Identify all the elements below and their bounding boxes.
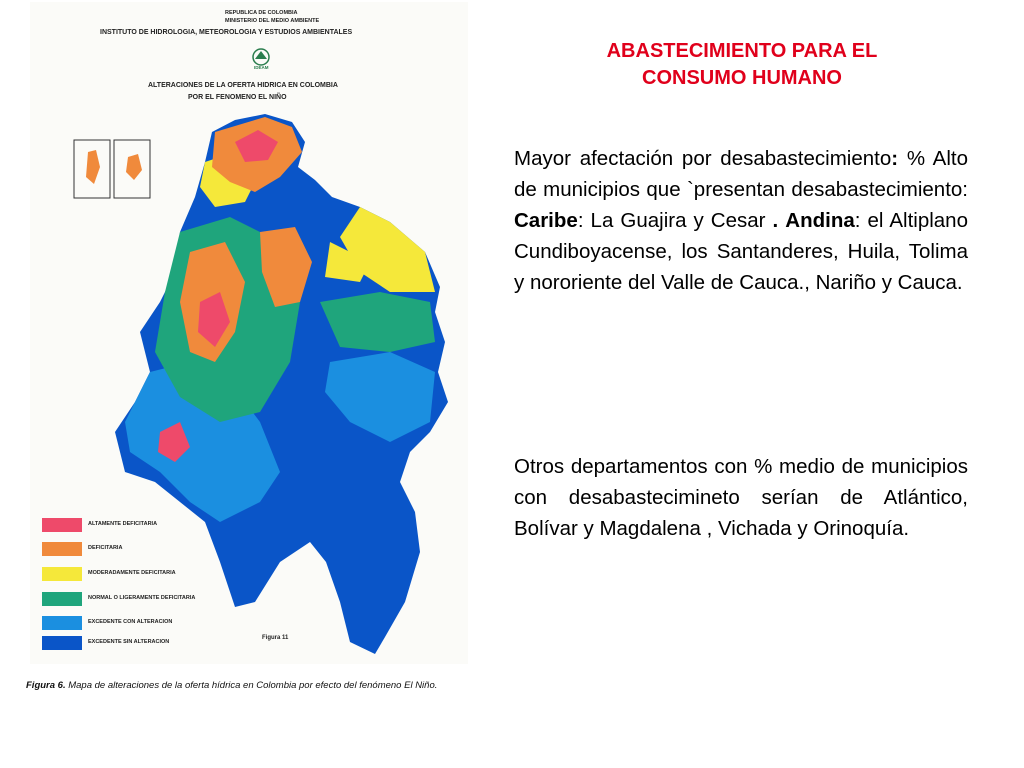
legend-label: EXCEDENTE CON ALTERACION [88,619,173,625]
paragraph-2: Otros departamentos con % medio de municipios con desabastecimineto serían de Atlántico, Bolívar y Magdalena , Vichada y Orinoquía. [514,455,968,540]
legend-item [42,636,252,652]
map-header-line3: INSTITUTO DE HIDROLOGIA, METEOROLOGIA Y ESTUDIOS AMBIENTALES [100,29,353,36]
legend-label: EXCEDENTE SIN ALTERACION [88,639,170,645]
p1-text-e: : La Guajira y Cesar [577,209,773,232]
slide-title-line1: ABASTECIMIENTO PARA EL [606,40,878,62]
map-title-line2: POR EL FENOMENO EL NIÑO [188,94,287,101]
legend-item [42,518,252,534]
inset-island-2 [126,154,142,180]
legend-swatch [42,518,82,532]
legend-label: DEFICITARIA [88,545,123,551]
legend-label: MODERADAMENTE DEFICITARIA [88,570,176,576]
legend-swatch [42,567,82,581]
logo-text: IDEAM [254,65,269,70]
legend-item [42,616,252,632]
legend-swatch [42,616,82,630]
slide-title [540,38,944,92]
p1-text-i: : el Altiplano Cundiboyacense, los Santanderes, Huila, Tolima y nororiente del Valle de Cauca., Nariño y Cauca. [514,209,968,294]
legend-item [42,542,252,558]
caption-prefix: Figura 6. [26,680,66,691]
ideam-logo-mark [255,51,267,59]
p1-caribe: Caribe [514,209,578,232]
figure-caption [26,680,437,691]
slide-title-line2: CONSUMO HUMANO [642,67,842,89]
caption-text: Mapa de alteraciones de la oferta hídrica en Colombia por efecto del fenómeno El Niño. [68,680,438,691]
legend-swatch [42,636,82,650]
legend-swatch [42,542,82,556]
inset-island-1 [86,150,100,184]
map-panel [30,2,468,664]
p1-colon: : [891,147,899,170]
legend-label: ALTAMENTE DEFICITARIA [88,521,158,527]
legend-swatch [42,592,82,606]
figure-label: Figura 11 [262,635,289,641]
legend-label: NORMAL O LIGERAMENTE DEFICITARIA [88,595,196,601]
legend-item [42,567,252,583]
map-title-line1: ALTERACIONES DE LA OFERTA HIDRICA EN COLOMBIA [148,82,338,89]
paragraph-1 [514,143,968,298]
p1-andina: Andina [785,209,855,232]
map-header-line2: MINISTERIO DEL MEDIO AMBIENTE [225,18,320,24]
p1-text-c: % Alto de municipios que `presentan desabastecimiento: [514,147,969,201]
p1-text-a: Mayor afectación por desabastecimiento [514,147,892,170]
map-header-line1: REPUBLICA DE COLOMBIA [225,10,298,16]
colombia-water-map [30,2,468,664]
p1-period: . [772,209,779,232]
legend-item [42,592,252,608]
